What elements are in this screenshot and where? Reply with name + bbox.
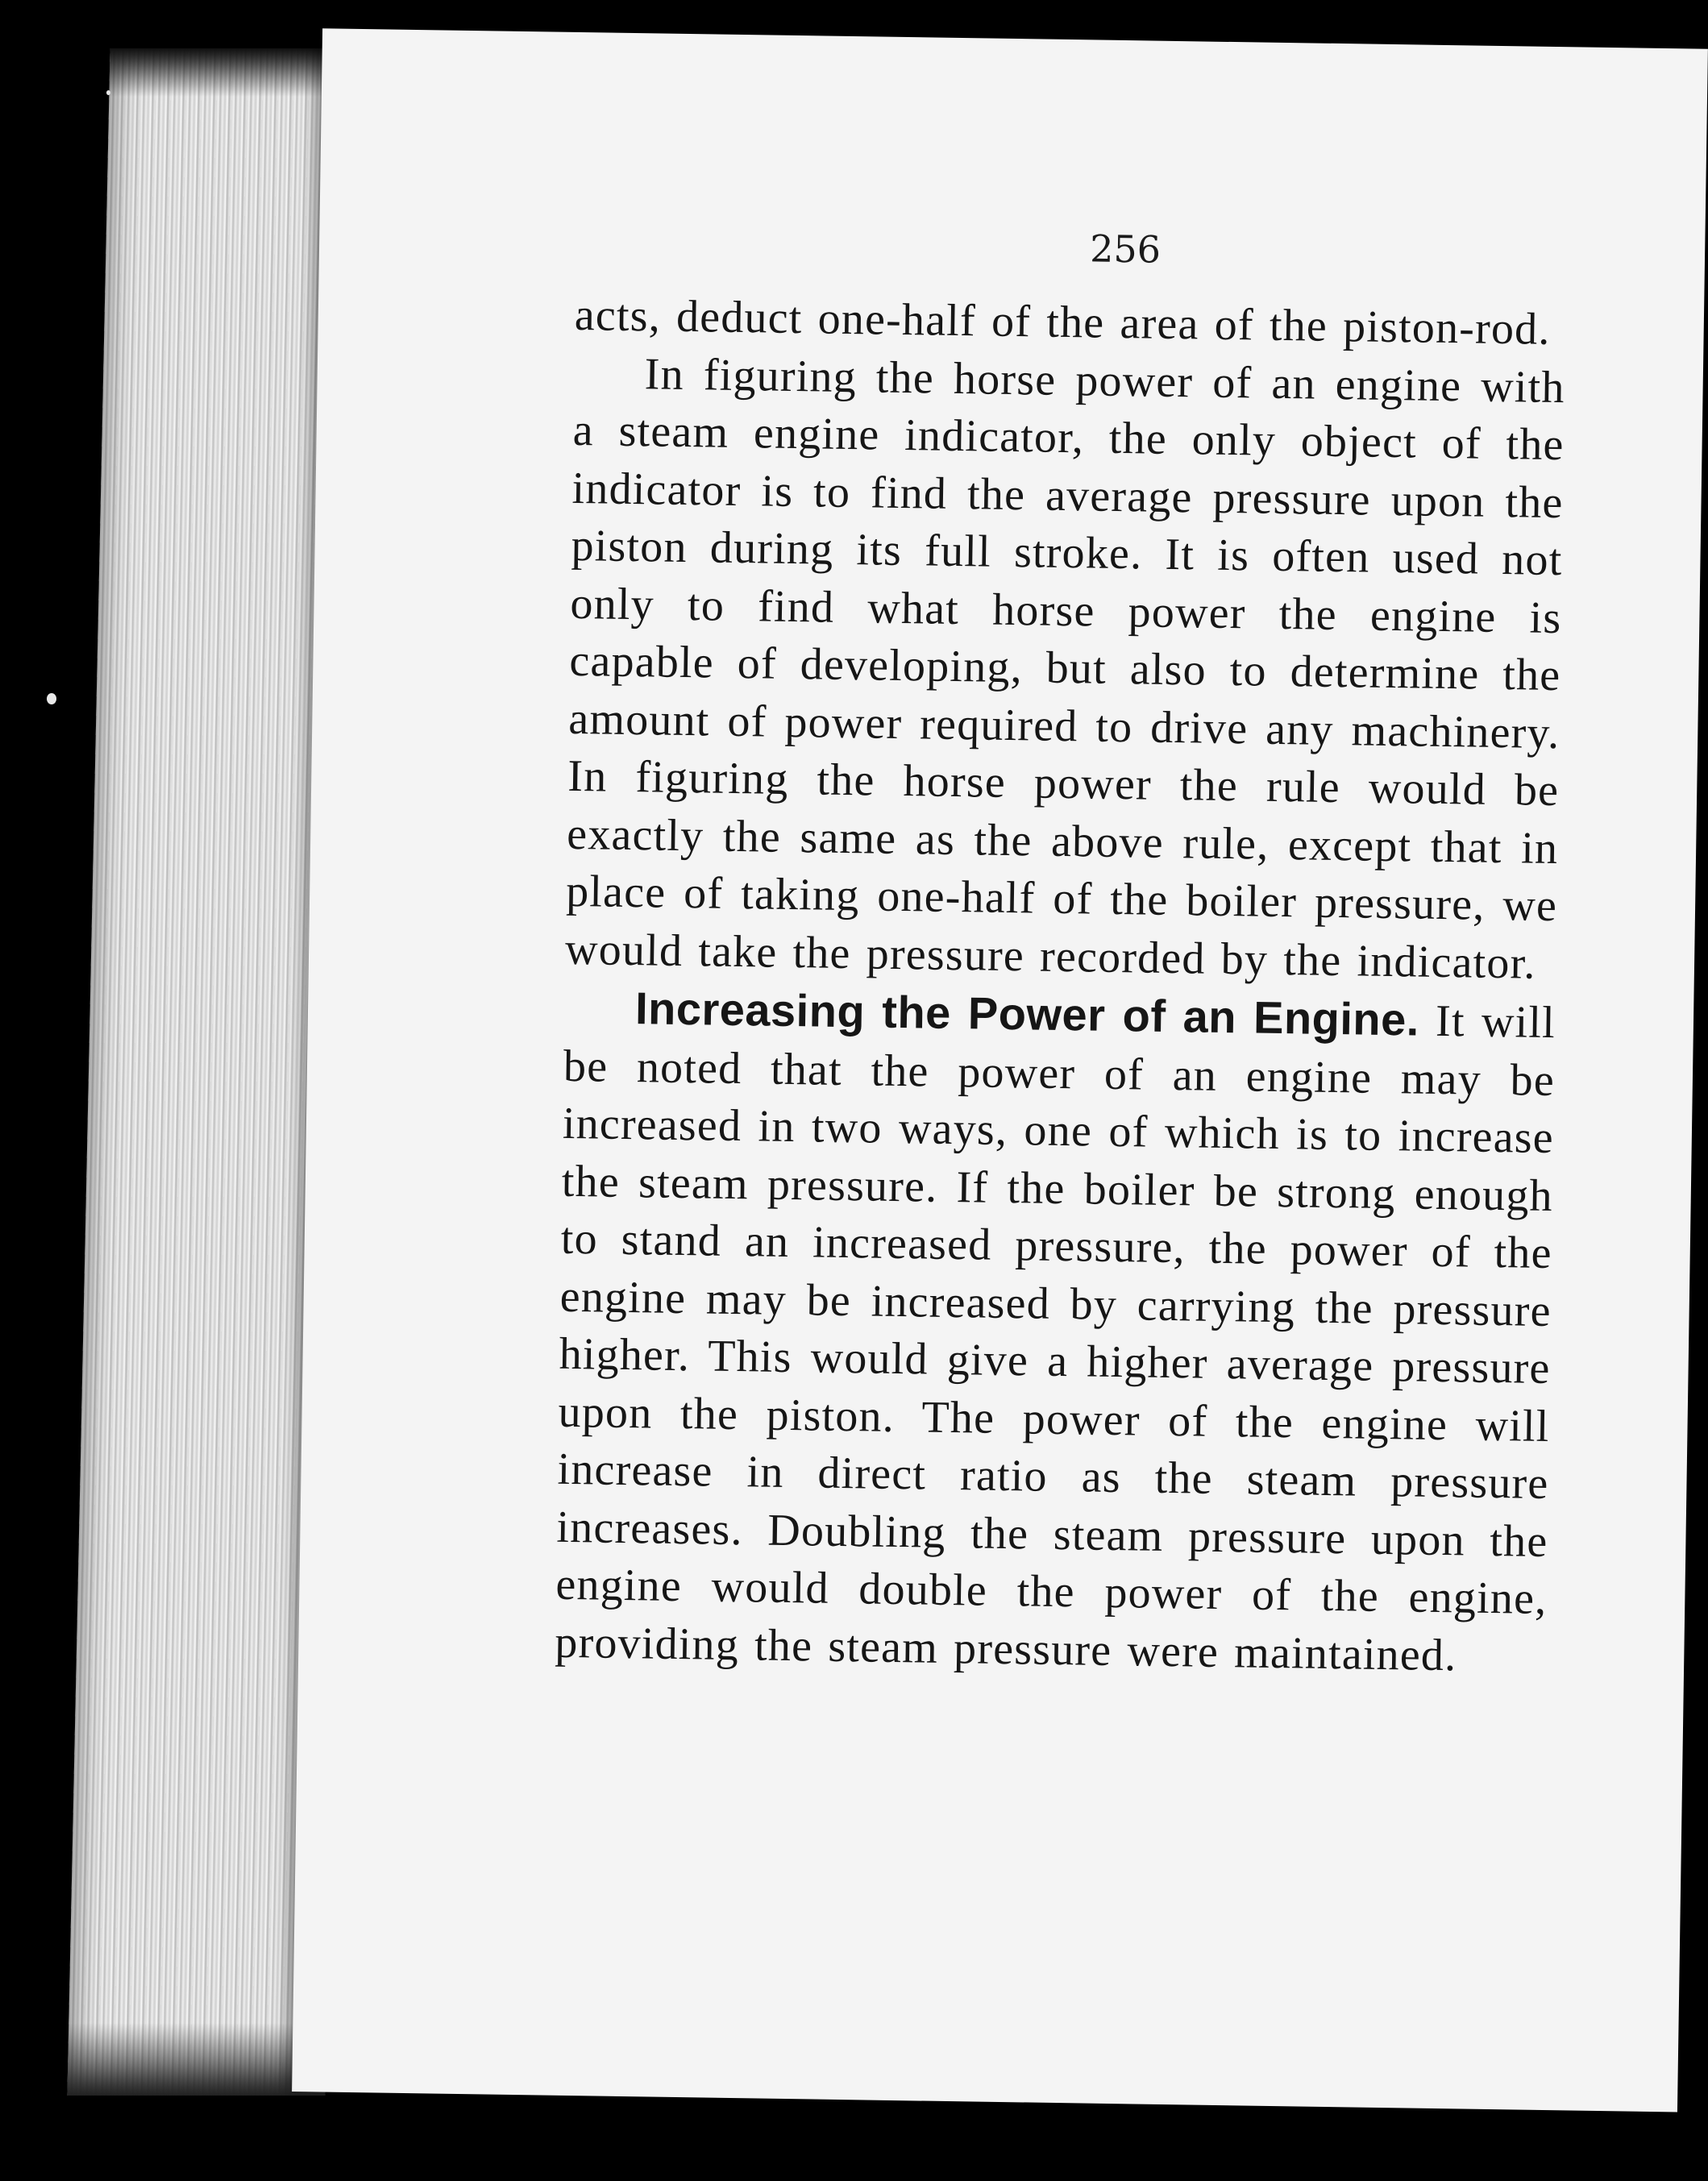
book-page <box>292 28 1708 2112</box>
paragraph-increasing-power <box>555 978 1556 1686</box>
scan-speck <box>47 693 56 704</box>
paragraph-indicator <box>565 344 1566 993</box>
page-body-text <box>555 287 1566 1686</box>
run-in-heading: Increasing the Power of an Engine. <box>634 982 1420 1045</box>
paragraph-text: It will be noted that the power of an engine may be increased in two ways, one of which is to increase the steam pressure. If the boiler be strong enough to stand an increased pressure, the power of the engine may be increased by carrying the pressure higher. This would give a higher average pressure upon the piston. The power of the engine will increase in direct ratio as the steam pressure increases. Doubling the steam pressure upon the engine would double the power of the engine, providing the steam pressure were maintained. <box>554 995 1556 1680</box>
paragraph-text: acts, deduct one-half of the area of the piston-rod. <box>574 289 1552 355</box>
scan-speck <box>106 90 110 95</box>
paragraph-text: In figuring the horse power of an engine with a steam engine indicator, the only object of the indicator is to find the average pressure upon the piston during its full stroke. It is often used not only to find what horse power the engine is capable of developing, but also to determine the amount of power required to drive any machinery. In figuring the horse power the rule would be exactly the same as the above rule, except that in place of taking one-half of the boiler pressure, we would take the pressure recorded by the indicator. <box>564 348 1566 989</box>
page-number: 256 <box>1089 226 1162 272</box>
